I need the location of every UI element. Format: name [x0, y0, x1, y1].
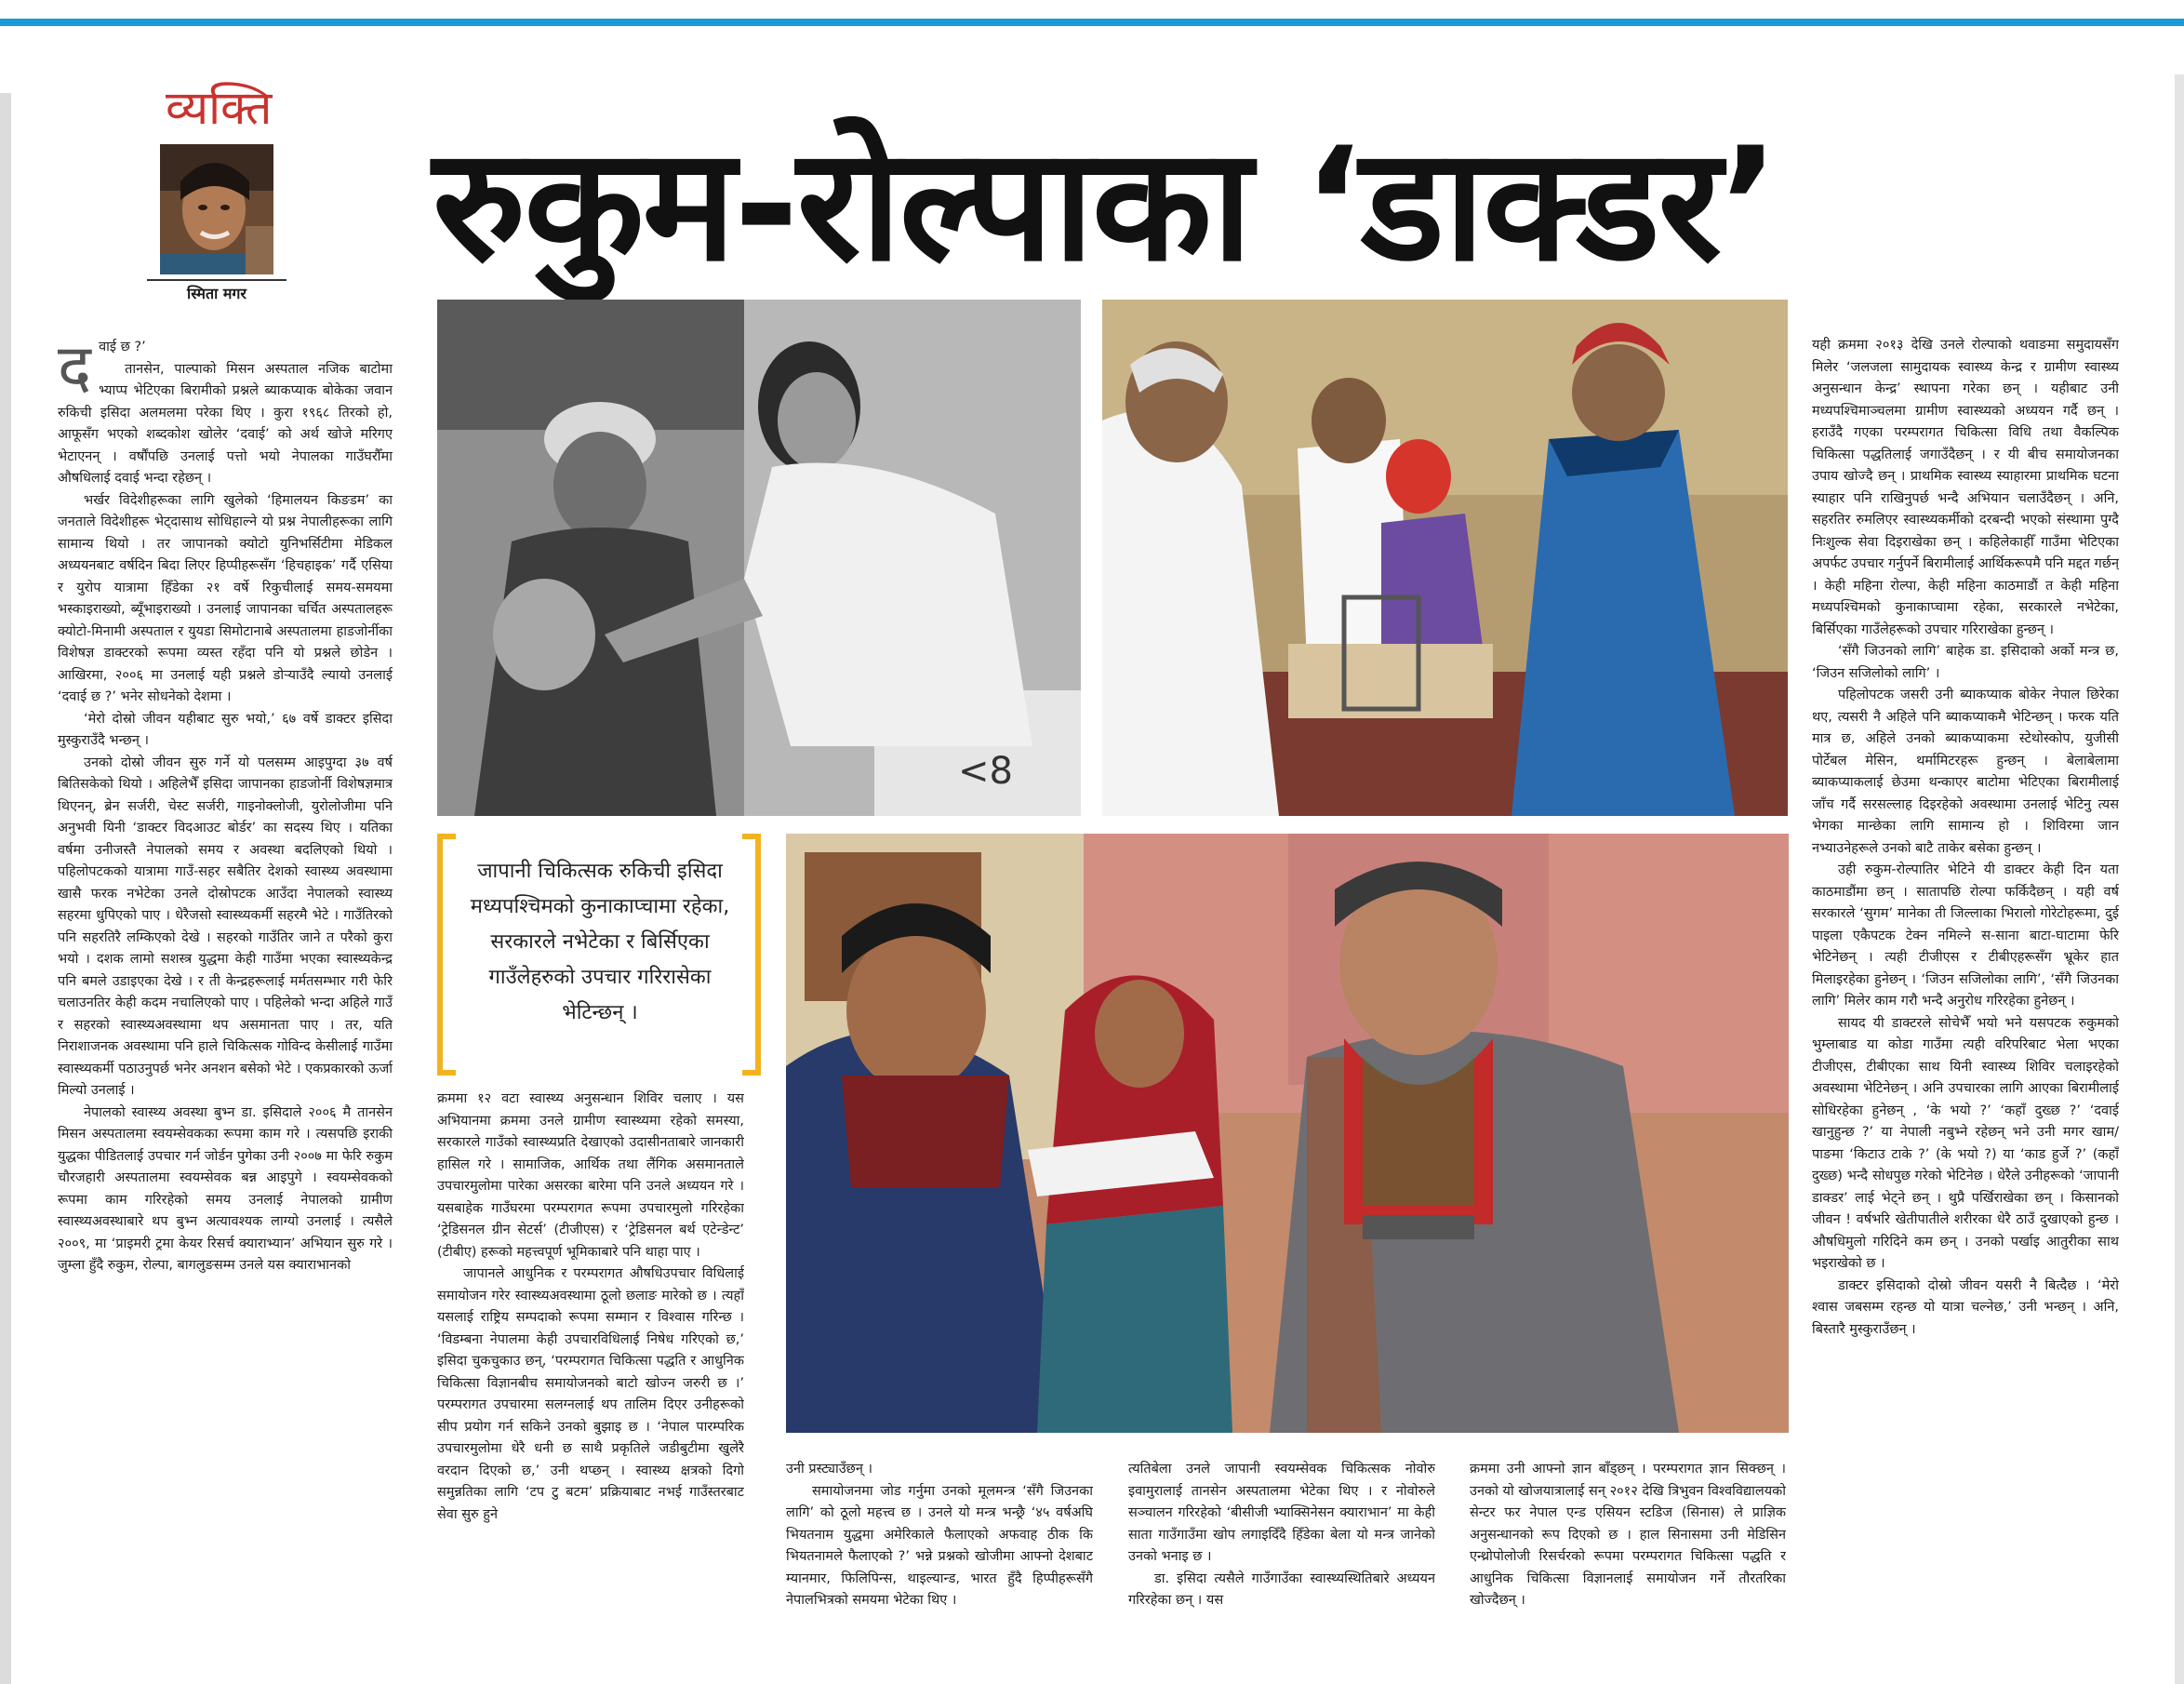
article-column-4	[1128, 1459, 1435, 1654]
author-portrait	[160, 144, 273, 274]
paragraph: तानसेन, पाल्पाको मिसन अस्पताल नजिक बाटोमा भ्याप्प भेटिएका बिरामीको प्रश्नले ब्याकप्याक बोकेका जवान रुकिची इसिदा अलमलमा परेका थिए । कुरा १९६८ तिरको हो, आफूसँग भएको शब्दकोश खोलेर ‘दवाई’ को अर्थ खोजे मरिगए भेटाएनन् । वर्षौंपछि उनलाई पत्तो भयो नेपालका गाउँघरौँमा औषधिलाई दवाई भन्दा रहेछन् ।	[58, 361, 393, 486]
svg-text:<8: <8	[958, 750, 1013, 793]
headline: रुकुम-रोल्पाका ‘डाक्डर’	[433, 114, 1778, 296]
paragraph: जापानले आधुनिक र परम्परागत औषधिउपचार विधिलाई समायोजन गरेर स्वास्थ्यअवस्थामा ठूलो छलाङ मारेको छ । त्यहाँ यसलाई राष्ट्रिय सम्पदाको रूपमा सम्मान र विश्वास गरिन्छ । ‘विडम्बना नेपालमा केही उपचारविधिलाई निषेध गरिएको छ,’ इसिदा चुकचुकाउ छन्, ‘परम्परागत चिकित्सा पद्धति र आधुनिक चिकित्सा विज्ञानबीच समायोजनको बाटो खोज्न जरुरी छ ।’ परम्परागत उपचारमा सलग्नलाई थप तालिम दिएर उनीहरूको सीप प्रयोग गर्न सकिने उनको बुझाइ छ । ‘नेपाल पारम्परिक उपचारमुलोमा धेरै धनी छ साथै प्रकृतिले जडीबुटीमा खुलेरै वरदान दिएको छ,’ उनी थप्छन् । स्वास्थ्य क्षत्रको दिगो समुन्नतिका लागि ‘टप टु बटम’ प्रक्रियाबाट नभई गाउँस्तरबाट सेवा सुरु हुने	[437, 1266, 744, 1522]
article-column-2	[437, 1089, 744, 1647]
paragraph: नेपालको स्वास्थ्य अवस्था बुभ्न डा. इसिदाले २००६ मै तानसेन मिसन अस्पतालमा स्वयम्सेवकका रूपमा काम गरे । त्यसपछि इराकी युद्धका पीडितलाई उपचार गर्न जोर्डन पुगेका उनी २००७ मा फेरि रुकुम चौरजहारी अस्पतालमा स्वयम्सेवक बन्न आइपुगे । स्वयम्सेवकको रूपमा काम गरिरहेको समय उनलाई नेपालको ग्रामीण स्वास्थ्यअवस्थाबारे थप बुभ्न अत्यावश्यक लाग्यो उनलाई । त्यसैले २००९, मा ‘प्राइमरी ट्रमा केयर रिसर्च क्याराभ्यान’ अभियान सुरु गरे । जुम्ला हुँदै रुकुम, रोल्पा, बागलुङसम्म उनले यस क्याराभानको	[58, 1104, 393, 1273]
pull-quote	[437, 834, 761, 1064]
treatment-photo	[1102, 300, 1788, 816]
article-column-5	[1470, 1459, 1786, 1654]
paragraph: ‘मेरो दोस्रो जीवन यहीबाट सुरु भयो,’ ६७ वर्षे डाक्टर इसिदा मुस्कुराउँदै भन्छन् ।	[58, 711, 393, 748]
paragraph: भर्खर विदेशीहरूका लागि खुलेको ‘हिमालयन किङडम’ का जनताले विदेशीहरू भेट्दासाथ सोधिहाल्ने यो प्रश्न नेपालीहरूका लागि सामान्य थियो । तर जापानको क्योटो युनिभर्सिटीमा मेडिकल अध्ययनबाट वर्षदिन बिदा लिएर हिप्पीहरूसँग ‘हिचहाइक’ गर्दै एसिया र युरोप यात्रामा हिँडेका २१ वर्षे रिकुचीलाई समय-समयमा भस्काइराख्यो, ब्यूँभाइराख्यो । उनलाई जापानका चर्चित अस्पतालहरू क्योटो-मिनामी अस्पताल र युयडा सिमोटानाबे अस्पतालमा हाडजोर्नीका विशेषज्ञ डाक्टरको रूपमा व्यस्त रहँदा पनि यो प्रश्नले छोडेन । आखिरमा, २००६ मा उनलाई यही प्रश्नले डोऱ्याउँदै ल्यायो उनलाई ‘दवाई छ ?’ भनेर सोधनेको देशमा ।	[58, 492, 393, 704]
paragraph: समायोजनमा जोड गर्नुमा उनको मूलमन्त्र ‘सँगै जिउनका लागि’ को ठूलो महत्त्व छ । उनले यो मन्त्र भन्छ्रै ‘४५ वर्षअघि भियतनाम युद्धमा अमेरिकाले फैलाएको अफवाह ठीक कि भियतनामले फैलाएको ?’ भन्ने प्रश्नको खोजीमा आफ्नो देशबाट म्यानमार, फिलिपिन्स, थाइल्यान्ड, भारत हुँदै हिप्पीहरूसँगै नेपालभित्रको समयमा भेटेका थिए ।	[786, 1483, 1093, 1608]
paragraph: त्यतिबेला उनले जापानी स्वयम्सेवक चिकित्सक नोवोरु इवामुरालाई तानसेन अस्पतालमा भेटेका थिए । र नोवोरुले सञ्चालन गरिरहेको ‘बीसीजी भ्याक्सिनेसन क्याराभान’ मा केही साता गाउँगाउँमा खोप लगाइदिँदै हिँडेका बेला यो मन्त्र जानेको उनको भनाइ छ ।	[1128, 1462, 1435, 1564]
lead-paragraph: वाई छ ?’	[99, 340, 146, 354]
paragraph: सायद यी डाक्टरले सोचेभैँ भयो भने यसपटक रुकुमको भुम्लाबाड या कोडा गाउँमा त्यही वरिपरिबाट भेला भएका टीजीएस, टीबीएका साथ यिनी स्वास्थ्य शिविर चलाइरहेको अवस्थामा भेटिनेछन् । अनि उपचारका लागि आएका बिरामीलाई सोधिरहेका हुनेछन् , ‘के भयो ?’ ‘कहाँ दुख्छ ?’ ‘दवाई खानुहुन्छ ?’ या नेपाली नबुभ्ने रहेछन् भने उनी मगर खाम/पाङमा ‘किटाउ टाके ?’ (के भयो ?) या ‘काड हुर्जे ?’ (कहाँ दुख्छ) भन्दै सोधपुछ गरेको भेटिनेछ । धेरैले उनीहरूको ‘जापानी डाक्डर’ लाई भेट्ने छन् । थुप्रै पर्खिराखेका छन् । किसानको जीवन ! वर्षभरि खेतीपातीले शरीरका धेरै ठाउँ दुखाएको हुन्छ । औषधिमुलो गरिदिने कम छन् । उनको पर्खाइ आतुरीका साथ भइराखेको छ ।	[1812, 1015, 2119, 1271]
paragraph: ‘सँगै जिउनको लागि’ बाहेक डा. इसिदाको अर्को मन्त्र छ, ‘जिउन सजिलोको लागि’ ।	[1812, 644, 2119, 681]
pull-quote-text: जापानी चिकित्सक रुकिची इसिदा मध्यपश्चिमको कुनाकाप्चामा रहेका, सरकारले नभेटेका र बिर्सिएका गाउँलेहरुको उपचार गरिरासेका भेटिन्छन् ।	[470, 860, 730, 1024]
historical-bw-photo	[437, 300, 1081, 816]
author-byline: स्मिता मगर	[147, 279, 286, 303]
paragraph: पहिलोपटक जसरी उनी ब्याकप्याक बोकेर नेपाल छिरेका थए, त्यसरी नै अहिले पनि ब्याकप्याकमै भेटिन्छन् । फरक यति मात्र छ, अहिले उनको ब्याकप्याकमा स्टेथोस्कोप, युजीसी पोर्टेबल मेसिन, थर्मामिटरहरू हुन्छन् । बेलाबेलामा ब्याकप्याकलाई छेउमा थन्काएर बाटोमा भेटिएका बिरामीलाई जाँच गर्दै सरसल्लाह दिइरहेको अवस्थामा उनलाई भेटिनु त्यस भेगका मान्छेका लागि सामान्य हो । शिविरमा जान नभ्याउनेहरूले उनको बाटै ताकेर बसेका हुन्छन् ।	[1812, 688, 2119, 856]
left-page-edge	[0, 93, 11, 1684]
paragraph: डाक्टर इसिदाको दोस्रो जीवन यसरी नै बित्दैछ । ‘मेरो श्वास जबसम्म रहन्छ यो यात्रा चल्नेछ,’ उनी भन्छन् । अनि, बिस्तारै मुस्कुराउँछन् ।	[1812, 1277, 2119, 1337]
top-accent-rule	[0, 19, 2184, 26]
pull-quote-left-bracket	[437, 834, 456, 1076]
drop-cap: द	[58, 337, 92, 405]
paragraph: यही क्रममा २०१३ देखि उनले रोल्पाको थवाङमा समुदायसँग मिलेर ‘जलजला सामुदायक स्वास्थ्य केन्द्र र ग्रामीण स्वास्थ्य अनुसन्धान केन्द्र’ स्थापना गरेका छन् । यहीबाट उनी मध्यपश्चिमाञ्चलमा ग्रामीण स्वास्थ्यको अध्ययन गर्दै छन् । हराउँदै गएका परम्परागत चिकित्सा विधि तथा वैकल्पिक चिकित्सा पद्धतिलाई जगाउँदैछन् । र यी बीच समायोजनका उपाय खोज्दै छन् । प्राथमिक स्वास्थ्य स्याहारमा प्राथमिक घटना स्याहार पनि राखिनुपर्छ भन्दै अभियान चलाउँदैछन् । अनि, सहरतिर रुमलिएर स्वास्थ्यकर्मीको दरबन्दी भएको संस्थामा पुग्दै निःशुल्क सेवा दिइराखेका छन् । कहिलेकाहीँ गाउँमा भेटिएका अपर्फट उपचार गर्नुपर्ने बिरामीलाई आर्थिकरूपमै पनि मद्दत गर्छन् । केही महिना रोल्पा, केही महिना काठमाडौं त केही महिना मध्यपश्चिमको कुनाकाप्चामा रहेका, सरकारले नभेटेका, बिर्सिएका गाउँलेहरूको उपचार गरिराखेका हुन्छन् ।	[1812, 338, 2119, 637]
pull-quote-right-bracket	[742, 834, 761, 1076]
paragraph: उनी प्रस्ट्याउँछन् ।	[786, 1462, 872, 1477]
right-page-edge	[2175, 74, 2184, 1684]
paragraph: क्रममा उनी आफ्नो ज्ञान बाँड्छन् । परम्परागत ज्ञान सिक्छन् । उनको यो खोजयात्रालाई सन् २०१२ देखि त्रिभुवन विश्वविद्यालयको सेन्टर फर नेपाल एन्ड एसियन स्टडिज (सिनास) ले प्राज्ञिक अनुसन्धानको रूप दिएको छ । हाल सिनासमा उनी मेडिसिन एन्थ्रोपोलोजी रिसर्चरको रूपमा परम्परागत चिकित्सा पद्धति र आधुनिक चिकित्सा विज्ञानलाई समायोजन गर्ने तौरतरिका खोज्दैछन् ।	[1470, 1462, 1786, 1608]
section-tag: व्यक्ति	[166, 81, 273, 135]
paragraph: क्रममा १२ वटा स्वास्थ्य अनुसन्धान शिविर चलाए । यस अभियानमा क्रममा उनले ग्रामीण स्वास्थ्यमा रहेको समस्या, सरकारले गाउँको स्वास्थ्यप्रति देखाएको उदासीनताबारे जानकारी हासिल गरे । सामाजिक, आर्थिक तथा लैंगिक असमानताले उपचारमुलोमा पारेका असरका बारेमा पनि उनले अध्ययन गरे । यसबाहेक गाउँघरमा परम्परागत रूपमा उपचारमुलो गरिरहेका ‘ट्रेडिसनल ग्रीन सेटर्स’ (टीजीएस) र ‘ट्रेडिसनल बर्थ एटेन्डेन्ट’ (टीबीए) हरूको महत्त्वपूर्ण भूमिकाबारे पनि थाहा पाए ।	[437, 1091, 744, 1260]
article-column-1	[58, 337, 393, 1649]
patient-photo	[786, 834, 1789, 1433]
paragraph: उनको दोस्रो जीवन सुरु गर्ने यो पलसम्म आइपुग्दा ३७ वर्ष बितिसकेको थियो । अहिलेभैँ इसिदा जापानका हाडजोर्नी विशेषज्ञमात्र थिएनन्, ब्रेन सर्जरी, चेस्ट सर्जरी, गाइनोक्लोजी, युरोलोजीमा पनि अनुभवी यिनी ‘डाक्टर विदआउट बोर्डर’ का सदस्य थिए । यतिका वर्षमा उनीजस्तै नेपालको समय र अवस्था बदलिएको थियो । पहिलोपटकको यात्रामा गाउँ-सहर सबैतिर देशको स्वास्थ्य अवस्थामा खासै फरक नभेटेका उनले दोस्रोपटक आउँदा नेपालको स्वास्थ्य सहरमा धुपिएको पाए । धेरैजसो स्वास्थ्यकर्मी सहरमै भेटे । गाउँतिरको पनि सहरतिरै लम्किएको देखे । सहरको गाउँतिर जाने त परैको कुरा भयो । दशक लामो सशस्त्र युद्धमा केही गाउँमा भएका स्वास्थ्यकेन्द्र पनि बमले उडाइएका देखे । र ती केन्द्रहरूलाई मर्मतसम्भार गरी फेरि चलाउनतिर केही कदम नचालिएको पाए । पहिलेको भन्दा अहिले गाउँ र सहरको स्वास्थ्यअवस्थामा थप असमानता पाए । तर, यति निराशाजनक अवस्थामा पनि हाले चिकित्सक गोविन्द केसीलाई गाउँमा स्वास्थ्यकर्मी पठाउनुपर्छ भनेर अनशन बसेको भेटे । एकप्रकारको ऊर्जा मिल्यो उनलाई ।	[58, 755, 393, 1098]
article-column-6	[1812, 335, 2119, 1656]
paragraph: डा. इसिदा त्यसैले गाउँगाउँका स्वास्थ्यस्थितिबारे अध्ययन गरिरहेका छन् । यस	[1128, 1570, 1435, 1608]
paragraph: उही रुकुम-रोल्पातिर भेटिने यी डाक्टर केही दिन यता काठमाडौंमा छन् । सातापछि रोल्पा फर्किदैछन् । यही वर्ष सरकारले ‘सुगम’ मानेका ती जिल्लाका भिरालो गोरेटोहरूमा, दुई पाइला एकैपटक टेक्न नमिल्ने स-साना बाटा-घाटामा फेरि भेटिनेछन् । त्यही टीजीएस र टीबीएहरूसँग भ्रूकेर हात मिलाइरहेका हुनेछन् । ‘जिउन सजिलोका लागि’, ‘सँगै जिउनका लागि’ मिलेर काम गरौ भन्दै अनुरोध गरिरहेका हुनेछन् ।	[1812, 862, 2119, 1009]
article-column-3	[786, 1459, 1093, 1654]
